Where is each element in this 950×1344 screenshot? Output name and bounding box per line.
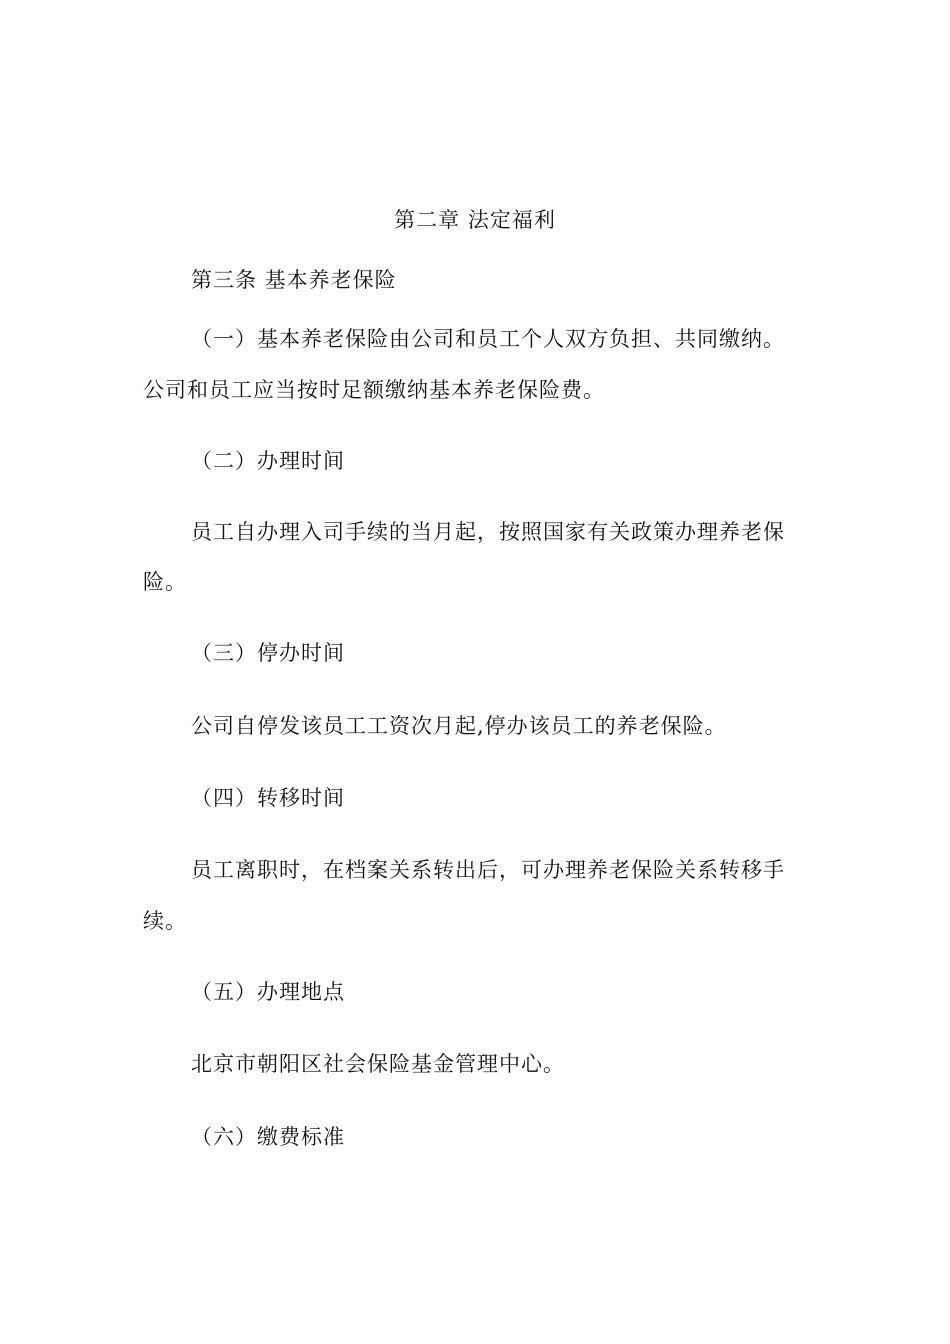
section-5-body-line1: 北京市朝阳区社会保险基金管理中心。 — [191, 1052, 565, 1076]
section-3-heading: （三）停办时间 — [191, 641, 345, 665]
section-2-body-line1: 员工自办理入司手续的当月起，按照国家有关政策办理养老保 — [191, 520, 785, 544]
section-5-heading: （五）办理地点 — [191, 980, 345, 1004]
section-1-heading: （一）基本养老保险由公司和员工个人双方负担、共同缴纳。 — [191, 327, 785, 351]
section-6-heading: （六）缴费标准 — [191, 1125, 345, 1149]
section-3-body-line1: 公司自停发该员工工资次月起,停办该员工的养老保险。 — [191, 714, 727, 738]
article-title: 第三条 基本养老保险 — [191, 268, 397, 292]
section-4-heading: （四）转移时间 — [191, 786, 345, 810]
chapter-title: 第二章 法定福利 — [394, 208, 556, 232]
section-1-continuation: 公司和员工应当按时足额缴纳基本养老保险费。 — [143, 378, 605, 402]
section-2-heading: （二）办理时间 — [191, 449, 345, 473]
section-4-body-line1: 员工离职时，在档案关系转出后，可办理养老保险关系转移手 — [191, 858, 785, 882]
section-4-body-line2: 续。 — [143, 909, 187, 933]
section-2-body-line2: 险。 — [143, 570, 187, 594]
